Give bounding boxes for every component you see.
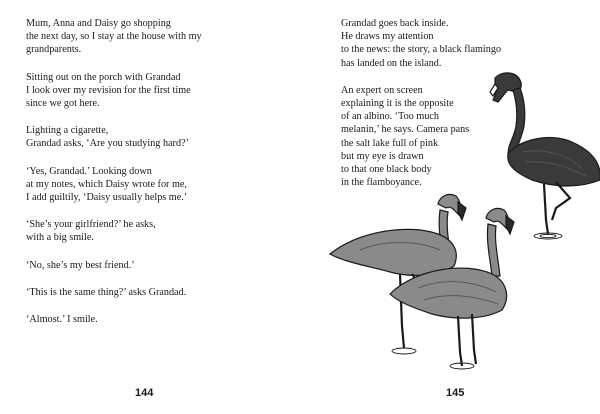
right-page-line: He draws my attention — [341, 31, 434, 43]
left-page-line: with a big smile. — [26, 232, 94, 244]
left-page-line: ‘Yes, Grandad.’ Looking down — [26, 165, 152, 177]
page-number-right: 145 — [446, 387, 465, 399]
left-page-line: ‘This is the same thing?’ asks Grandad. — [26, 286, 187, 298]
right-page-line: the salt lake full of pink — [341, 137, 439, 149]
page-number-left: 144 — [135, 387, 154, 399]
right-page-line: of an albino. ‘Too much — [341, 111, 440, 123]
left-page-line: ‘No, she’s my best friend.’ — [26, 259, 135, 271]
left-page-line: Mum, Anna and Daisy go shopping — [26, 18, 171, 29]
left-page-stanza — [26, 17, 276, 57]
left-page-stanza — [26, 124, 276, 150]
right-page-line: explaining it is the opposite — [341, 98, 454, 110]
left-page-stanza — [26, 71, 276, 111]
left-page-line: grandparents. — [26, 44, 82, 56]
left-page-stanza — [26, 218, 276, 244]
flamingo-illustration — [320, 70, 600, 370]
right-page-line: in the flamboyance. — [341, 177, 422, 189]
right-page-line: but my eye is drawn — [341, 150, 424, 162]
left-page-line: at my notes, which Daisy wrote for me, — [26, 178, 187, 190]
right-page-line: to the news: the story, a black flamingo — [341, 44, 502, 56]
left-page-line: Lighting a cigarette, — [26, 125, 109, 137]
right-page-line: An expert on screen — [341, 84, 423, 96]
right-page-line: has landed on the island. — [341, 57, 442, 69]
left-page-line: ‘She’s your girlfriend?’ he asks, — [26, 219, 156, 231]
left-page-line: Sitting out on the porch with Grandad — [26, 71, 181, 83]
left-page-line: Grandad asks, ‘Are you studying hard?’ — [26, 138, 189, 150]
left-page-stanza — [26, 286, 276, 299]
left-page-line: I add guiltily, ‘Daisy usually helps me.’ — [26, 192, 188, 204]
right-page-line: melanin,’ he says. Camera pans — [341, 124, 470, 136]
left-page-stanza — [26, 313, 276, 326]
left-page-stanza — [26, 165, 276, 205]
left-page-line: ‘Almost.’ I smile. — [26, 314, 98, 326]
left-page-stanza — [26, 259, 276, 272]
left-page-line: the next day, so I stay at the house with my — [26, 31, 202, 43]
right-page-line: to that one black body — [341, 164, 432, 176]
right-page-stanza — [341, 17, 521, 70]
left-page-line: since we got here. — [26, 98, 100, 110]
right-page-line: Grandad goes back inside. — [341, 18, 449, 29]
left-page-line: I look over my revision for the first time — [26, 84, 191, 96]
left-page-text — [26, 17, 276, 340]
